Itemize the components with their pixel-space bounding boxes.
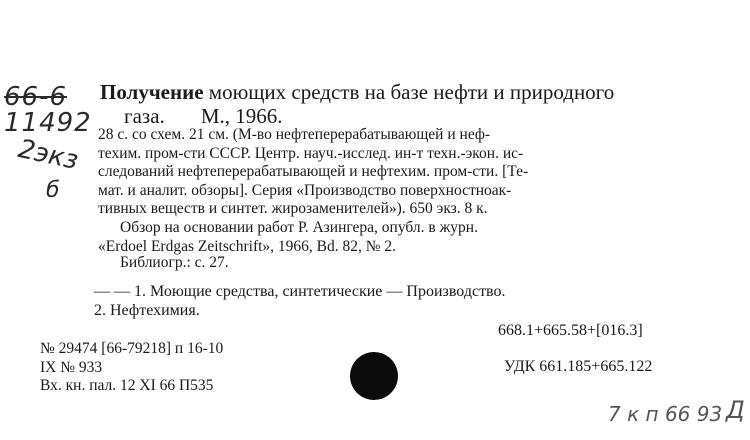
description-line: «Erdoel Erdgas Zeitschrift», 1966, Bd. 82, № 2. [98,237,397,255]
description-line: техим. пром-сти СССР. Центр. науч.-исслед. ин-т техн.-экон. ис- [98,144,524,162]
description-line: следований нефтеперерабатывающей и нефтехим. пром-сти. [Те- [98,163,529,181]
title-bold-part: Получение [100,80,204,104]
registration-line: IX № 933 [40,358,103,376]
subject-line: 2. Нефтехимия. [94,302,200,319]
handwritten-code-line2: 11492 [4,108,92,138]
record-title-line1 [100,80,700,104]
description-line: мат. и аналит. обзоры]. Серия «Производство поверхностноак- [98,181,512,199]
title-line2: газа. [124,104,165,128]
registration-line: № 29474 [66-79218] п 16-10 [40,340,224,357]
handwritten-code-line1: 66-6 [4,82,68,112]
description-line: Обзор на основании работ Р. Азингера, опубл. в журн. [120,218,478,236]
handwritten-corner-mark: Д [726,396,745,424]
subject-line: — — 1. Моющие средства, синтетические — Производство. [94,283,506,300]
title-rest: моющих средств на базе нефти и природного [203,80,615,104]
handwritten-note: 2экз [15,134,81,176]
bibliography-note: Библиогр.: с. 27. [120,254,229,271]
classification-code: 668.1+665.58+[016.3] [498,322,643,339]
subject-headings [94,282,692,320]
title-city-year: М., 1966. [200,104,283,128]
description-line: 28 с. со схем. 21 см. (М-во нефтеперерабатывающей и неф- [98,126,491,143]
registration-info [40,340,223,396]
handwritten-mark: б [46,178,60,203]
handwritten-bottom-number: 7 к п 66 93 [608,402,723,426]
registration-line: Вх. кн. пал. 12 XI 66 П535 [40,377,214,394]
udc-code: УДК 661.185+665.122 [504,358,653,375]
punch-hole [350,352,398,400]
description-line: тивных веществ и синтет. жирозаменителей»). 650 экз. 8 к. [98,200,488,218]
description-block [98,126,694,256]
